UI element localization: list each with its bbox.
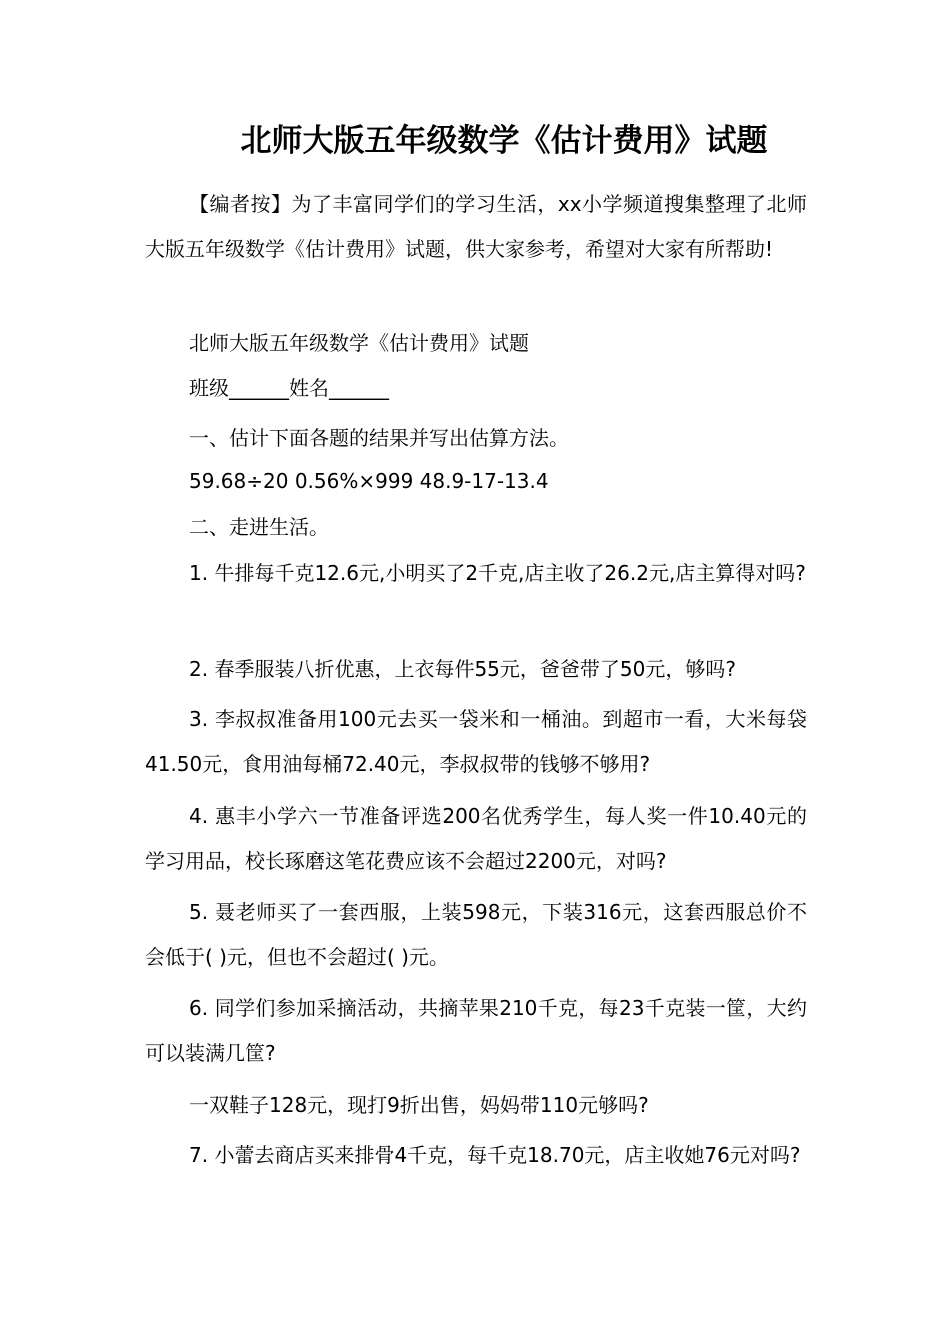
section-2-heading: 二、走进生活。 (189, 515, 329, 539)
question-1: 1. 牛排每千克12.6元,小明买了2千克,店主收了26.2元,店主算得对吗? (189, 561, 806, 585)
question-3: 3. 李叔叔准备用100元去买一袋米和一桶油。到超市一看，大米每袋41.50元，食用油每桶72.40元，李叔叔带的钱够不够用? (145, 707, 807, 776)
section-1-heading: 一、估计下面各题的结果并写出估算方法。 (189, 426, 569, 450)
class-name-line: 班级______姓名______ (189, 376, 389, 400)
section-1-items: 59.68÷20 0.56%×999 48.9-17-13.4 (189, 469, 549, 493)
question-6: 6. 同学们参加采摘活动，共摘苹果210千克，每23千克装一筐，大约可以装满几筐? (145, 996, 807, 1065)
subtitle-line: 北师大版五年级数学《估计费用》试题 (189, 331, 529, 355)
editor-note-paragraph: 【编者按】为了丰富同学们的学习生活，xx小学频道搜集整理了北师大版五年级数学《估计费用》试题，供大家参考，希望对大家有所帮助! (145, 192, 807, 261)
document-title: 北师大版五年级数学《估计费用》试题 (240, 123, 768, 159)
question-5: 5. 聂老师买了一套西服，上装598元，下装316元，这套西服总价不会低于( )元，但也不会超过( )元。 (145, 900, 807, 969)
question-2: 2. 春季服装八折优惠，上衣每件55元，爸爸带了50元，够吗? (189, 657, 736, 681)
shoe-question: 一双鞋子128元，现打9折出售，妈妈带110元够吗? (189, 1093, 649, 1117)
question-4: 4. 惠丰小学六一节准备评选200名优秀学生，每人奖一件10.40元的学习用品，校长琢磨这笔花费应该不会超过2200元，对吗? (145, 804, 807, 873)
question-7: 7. 小蕾去商店买来排骨4千克，每千克18.70元，店主收她76元对吗? (189, 1143, 801, 1167)
